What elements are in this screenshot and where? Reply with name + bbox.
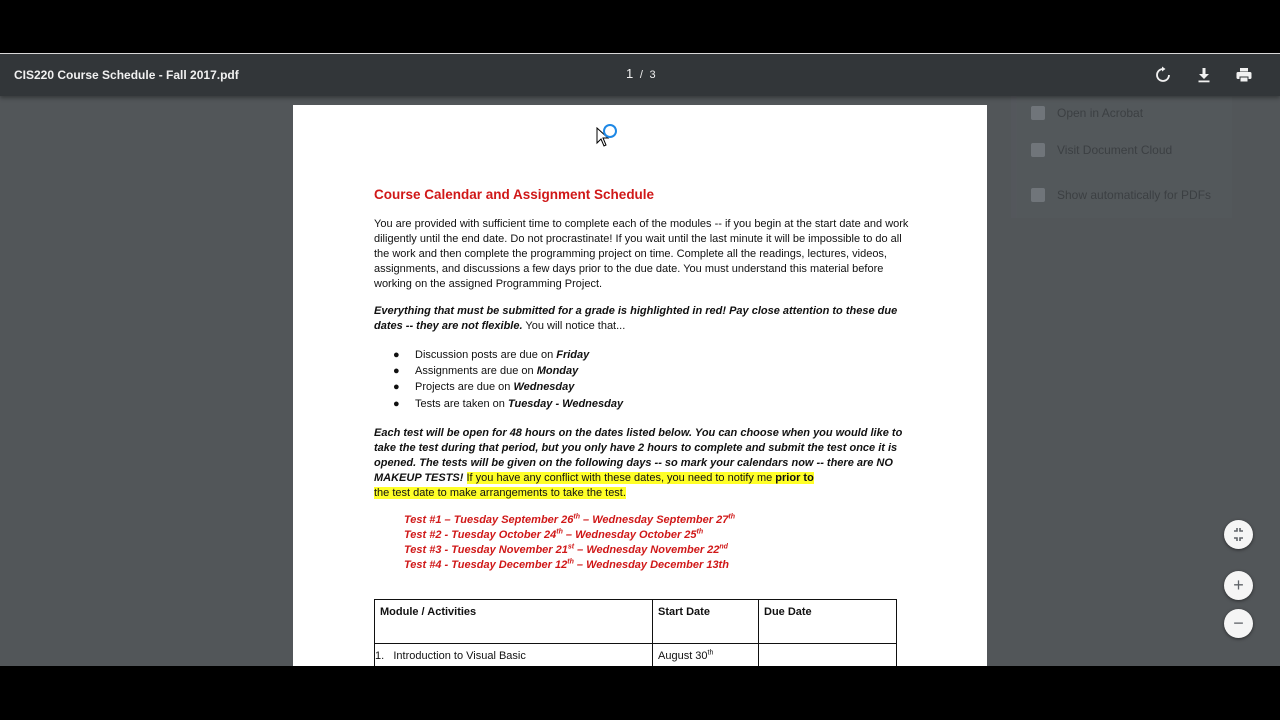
notice-tail-text: You will notice that... xyxy=(522,320,626,332)
print-button[interactable] xyxy=(1234,65,1254,85)
pdf-toolbar xyxy=(0,54,1280,96)
row-start-date: August 30 xyxy=(658,650,708,662)
list-item xyxy=(393,379,623,395)
test-dates-list xyxy=(404,513,735,573)
checkbox-icon xyxy=(1031,188,1045,202)
test-end: – Wednesday November 22 xyxy=(574,544,720,556)
table-header-cell: Start Date xyxy=(653,600,759,644)
menu-item-label: Visit Document Cloud xyxy=(1057,143,1173,157)
pdf-viewer xyxy=(0,54,1280,666)
table-row xyxy=(375,644,897,667)
current-page-input[interactable]: 1 xyxy=(626,66,634,81)
bullet-icon: ● xyxy=(393,397,400,410)
ordinal-suffix: nd xyxy=(719,543,728,551)
zoom-in-label: + xyxy=(1233,575,1244,595)
page-separator: / xyxy=(639,69,643,81)
due-day-list xyxy=(393,347,623,412)
menu-item-document-cloud[interactable] xyxy=(1011,133,1232,169)
list-item xyxy=(393,363,623,379)
test-date-item xyxy=(404,513,735,528)
test-end: – Wednesday September 27 xyxy=(579,514,729,526)
bullet-emphasis: Wednesday xyxy=(513,381,575,394)
rotate-button[interactable] xyxy=(1153,65,1173,85)
menu-item-label: Open in Acrobat xyxy=(1057,106,1144,120)
list-item xyxy=(393,347,623,363)
rotate-icon xyxy=(1153,65,1173,85)
test-policy-paragraph xyxy=(374,426,909,501)
row-number: 1. xyxy=(375,650,385,662)
ordinal-suffix: th xyxy=(696,528,704,536)
highlight-tail-text: the test date to make arrangements to take the test. xyxy=(374,487,626,499)
test-end: – Wednesday December 13th xyxy=(573,559,729,571)
table-header-row xyxy=(375,600,897,644)
document-title: CIS220 Course Schedule - Fall 2017.pdf xyxy=(14,68,239,82)
page-indicator xyxy=(626,66,656,81)
intro-paragraph: You are provided with sufficient time to complete each of the modules -- if you begin at the start date and work diligently until the end date. Do not procrastinate! If you wait until the last minute it will be impossible to do all the work and then complete the programming project on time. Complete all the readings, lectures, videos, assignments, and discussions a few days prior to the due date. You must understand this material before working on the assigned Programming Project. xyxy=(374,218,909,290)
table-cell xyxy=(653,644,759,667)
bullet-text: Assignments are due on xyxy=(415,365,537,378)
ordinal-suffix: th xyxy=(728,513,735,521)
notice-bold-text: Everything that must be submitted for a grade is highlighted in red! Pay close attention to these due dates -- they are not flexible. xyxy=(374,305,898,332)
fit-to-page-icon xyxy=(1224,520,1253,549)
bullet-emphasis: Tuesday - Wednesday xyxy=(507,397,624,410)
zoom-in-button[interactable] xyxy=(1224,571,1253,600)
total-pages: 3 xyxy=(649,69,656,81)
bullet-text: Projects are due on xyxy=(415,381,514,394)
bullet-text: Tests are taken on xyxy=(415,397,508,410)
zoom-out-label: − xyxy=(1233,613,1244,633)
test-start: Test #2 - Tuesday October 24 xyxy=(404,529,557,541)
ordinal-suffix: th xyxy=(573,513,580,521)
highlight-text: If you have any conflict with these dates, you need to notify me xyxy=(466,472,776,484)
ordinal-suffix: th xyxy=(707,649,714,657)
zoom-out-button[interactable] xyxy=(1224,609,1253,638)
table-header-cell: Due Date xyxy=(759,600,897,644)
bullet-icon: ● xyxy=(393,381,400,394)
schedule-table xyxy=(374,599,897,666)
ordinal-suffix: th xyxy=(556,528,563,536)
bullet-icon: ● xyxy=(393,349,400,361)
test-start: Test #4 - Tuesday December 12 xyxy=(404,559,568,571)
download-button[interactable] xyxy=(1194,65,1214,85)
loading-spinner-icon xyxy=(603,124,617,138)
test-end: – Wednesday October 25 xyxy=(562,529,697,541)
table-cell xyxy=(375,644,653,667)
row-activity: Introduction to Visual Basic xyxy=(393,650,526,662)
pdf-page xyxy=(293,105,987,666)
acrobat-icon xyxy=(1031,106,1045,120)
test-date-item xyxy=(404,528,735,543)
ordinal-suffix: th xyxy=(567,558,574,566)
ordinal-suffix: st xyxy=(567,543,575,551)
table-cell xyxy=(759,644,897,667)
test-start: Test #1 – Tuesday September 26 xyxy=(404,514,574,526)
test-start: Test #3 - Tuesday November 21 xyxy=(404,544,568,556)
test-policy-bold-text: Each test will be open for 48 hours on the dates listed below. You can choose when you would like to take the test during that period, but you only have 2 hours to complete and submit the test once it is opened. The tests will be given on the following days -- so mark your calendars now -- there are NO MAKEUP TESTS! xyxy=(374,427,903,484)
page-heading: Course Calendar and Assignment Schedule xyxy=(374,187,655,202)
notice-paragraph xyxy=(374,304,909,334)
table-header-cell: Module / Activities xyxy=(375,600,653,644)
cloud-icon xyxy=(1031,143,1045,157)
browser-bottom-black xyxy=(0,666,1280,720)
download-icon xyxy=(1194,65,1214,85)
bullet-emphasis: Friday xyxy=(556,349,590,361)
list-item xyxy=(393,396,623,412)
menu-item-label: Show automatically for PDFs xyxy=(1057,188,1212,202)
menu-item-open-in-acrobat[interactable] xyxy=(1011,96,1232,132)
fit-to-page-button[interactable] xyxy=(1224,520,1253,549)
highlight-bold-text: prior to xyxy=(775,472,814,484)
bullet-text: Discussion posts are due on xyxy=(415,349,557,361)
bullet-emphasis: Monday xyxy=(536,365,579,378)
bullet-icon: ● xyxy=(393,365,400,378)
menu-item-show-automatically[interactable] xyxy=(1011,178,1232,214)
test-date-item xyxy=(404,543,735,558)
test-date-item xyxy=(404,558,735,573)
browser-top-black xyxy=(0,0,1280,53)
print-icon xyxy=(1234,65,1254,85)
